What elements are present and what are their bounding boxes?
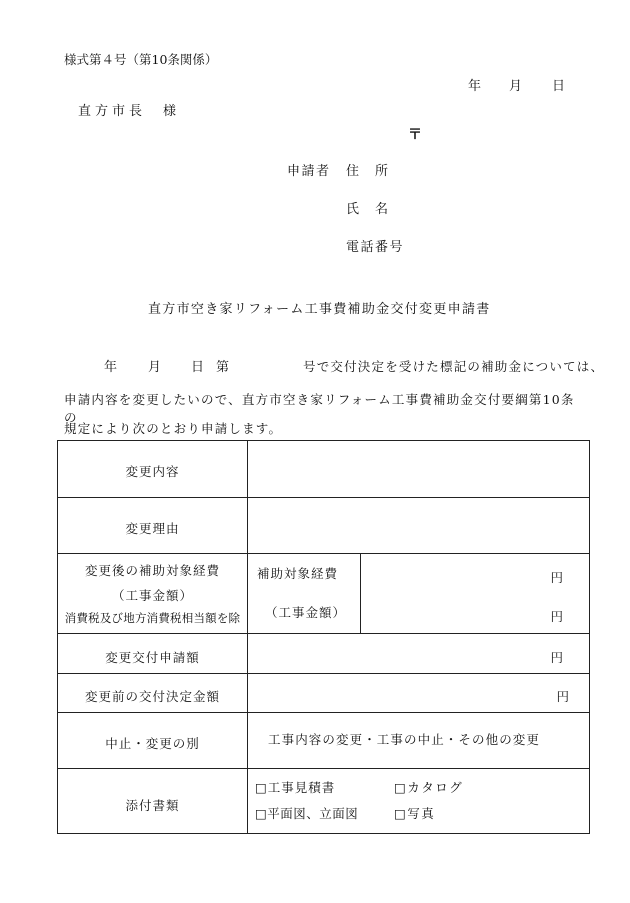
subsidized-cost-unit-2: 円 xyxy=(550,609,563,624)
subsidized-cost-label-line3: 消費税及び地方消費税相当額を除 xyxy=(64,611,241,625)
change-grant-amount-label: 変更交付申請額 xyxy=(105,650,200,665)
subsidized-cost-sub-label-2: （工事金額） xyxy=(265,605,347,620)
date-year-label: 年 xyxy=(468,79,482,94)
addressee: 直方市長 様 xyxy=(78,104,181,119)
attachment-checkbox-estimate[interactable]: □工事見積書 xyxy=(255,780,336,795)
body-line-2: 申請内容を変更したいので、直方市空き家リフォーム工事費補助金交付要綱第10条の xyxy=(64,392,575,425)
change-application-table xyxy=(57,440,590,834)
type-of-change-label: 中止・変更の別 xyxy=(105,736,200,751)
attachment-checkbox-catalog[interactable]: □カタログ xyxy=(394,780,464,795)
document-title: 直方市空き家リフォーム工事費補助金交付変更申請書 xyxy=(148,302,491,317)
change-content-field[interactable] xyxy=(248,442,589,496)
subsidized-cost-label-line2: （工事金額） xyxy=(111,588,193,603)
row-divider xyxy=(58,553,589,554)
body-line-3: 規定により次のとおり申請します。 xyxy=(64,421,283,436)
subsidized-cost-label-line1: 変更後の補助対象経費 xyxy=(84,563,220,578)
attachment-checkbox-plans[interactable]: □平面図、立面図 xyxy=(255,806,359,821)
body-line-1-rest: 号で交付決定を受けた標記の補助金については、 xyxy=(303,359,605,374)
attachment-checkbox-photos[interactable]: □写真 xyxy=(394,806,436,821)
body-number-label: 第 xyxy=(216,360,230,375)
change-grant-amount-unit: 円 xyxy=(550,650,563,665)
body-year: 年 xyxy=(104,360,118,375)
name-label: 氏 名 xyxy=(346,202,390,217)
date-day-label: 日 xyxy=(552,79,566,94)
attachments-label: 添付書類 xyxy=(125,798,180,813)
form-number: 様式第４号（第10条関係） xyxy=(64,52,218,67)
change-reason-label: 変更理由 xyxy=(125,521,180,536)
applicant-label: 申請者 xyxy=(287,164,331,179)
row-divider xyxy=(58,673,589,674)
change-reason-field[interactable] xyxy=(248,498,589,552)
row-divider xyxy=(58,712,589,713)
previous-decision-amount-label: 変更前の交付決定金額 xyxy=(84,689,220,704)
phone-label: 電話番号 xyxy=(346,240,405,255)
date-month-label: 月 xyxy=(509,79,523,94)
subsidized-cost-sub-label-1: 補助対象経費 xyxy=(257,566,339,581)
type-of-change-options[interactable]: 工事内容の変更・工事の中止・その他の変更 xyxy=(268,732,541,747)
body-day: 日 xyxy=(191,360,205,375)
body-month: 月 xyxy=(148,360,162,375)
change-content-label: 変更内容 xyxy=(125,464,180,479)
row-divider xyxy=(58,768,589,769)
address-label: 住 所 xyxy=(346,164,390,179)
postal-mark: 〒 xyxy=(408,127,422,143)
column-divider xyxy=(360,553,361,633)
subsidized-cost-unit-1: 円 xyxy=(550,570,563,585)
previous-decision-amount-unit: 円 xyxy=(556,689,569,704)
row-divider xyxy=(58,633,589,634)
